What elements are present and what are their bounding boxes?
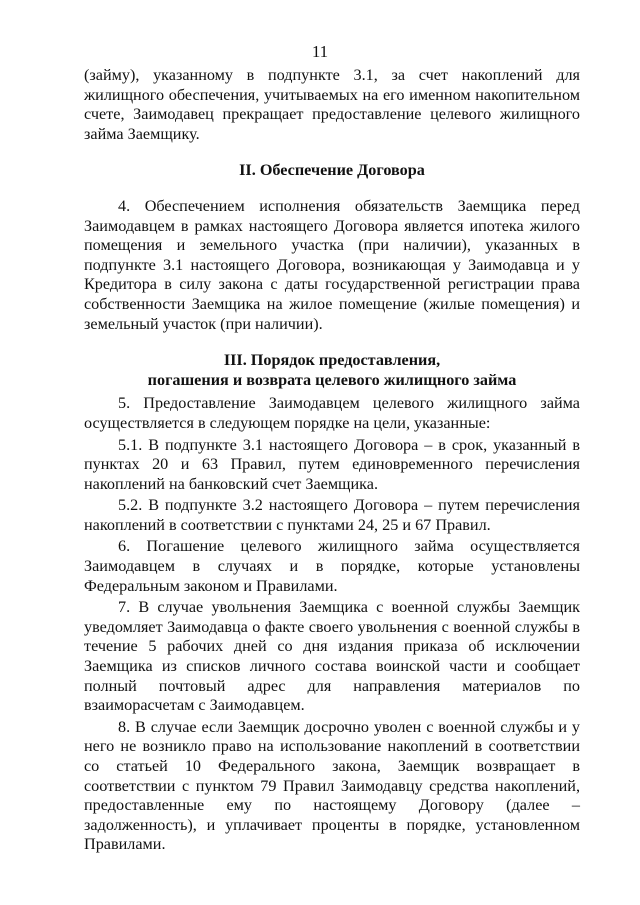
clause-5: 5. Предоставление Заимодавцем целевого жилищного займа осуществляется в следующем порядке на цели, указанные: bbox=[84, 394, 580, 432]
intro-paragraph: (займу), указанному в подпункте 3.1, за счет накоплений для жилищного обеспечения, учитываемых на его именном накопительном счете, Заимодавец прекращает предоставление целевого жилищного займа Заемщику. bbox=[84, 66, 580, 143]
page-number: 11 bbox=[311, 42, 329, 61]
section-3-heading-line-1: III. Порядок предоставления, bbox=[223, 351, 441, 370]
clause-8: 8. В случае если Заемщик досрочно уволен с военной службы и у него не возникло право на использование накоплений в соответствии со статьей 10 Федерального закона, Заемщик возвращает в соответствии с пунктом 79 Правил Заимодавцу средства накоплений, предоставленные ему по настоящему Договору (далее – задолженность), и уплачивает проценты в порядке, установленном Правилами. bbox=[84, 717, 580, 854]
clause-6: 6. Погашение целевого жилищного займа осуществляется Заимодавцем в случаях и в порядке, которые установлены Федеральным законом и Правилами. bbox=[84, 537, 580, 595]
section-3-heading bbox=[84, 351, 580, 390]
document-body bbox=[84, 66, 580, 855]
clause-5-1: 5.1. В подпункте 3.1 настоящего Договора – в срок, указанный в пунктах 20 и 63 Правил, путем единовременного перечисления накоплений на банковский счет Заемщика. bbox=[84, 435, 580, 493]
section-2-heading: II. Обеспечение Договора bbox=[239, 161, 425, 180]
clause-5-2: 5.2. В подпункте 3.2 настоящего Договора – путем перечисления накоплений в соответствии с пунктами 24, 25 и 67 Правил. bbox=[84, 496, 580, 534]
clause-7: 7. В случае увольнения Заемщика с военной службы Заемщик уведомляет Заимодавца о факте своего увольнения с военной службы в течение 5 рабочих дней со дня издания приказа об исключении Заемщика из списков личного состава воинской части и сообщает полный почтовый адрес для направления материалов по взаиморасчетам с Заимодавцем. bbox=[84, 598, 580, 715]
section-3-heading-line-2: погашения и возврата целевого жилищного займа bbox=[147, 370, 517, 389]
clause-4: 4. Обеспечением исполнения обязательств Заемщика перед Заимодавцем в рамках настоящего Договора является ипотека жилого помещения и земельного участка (при наличии), указанных в подпункте 3.1 настоящего Договора, возникающая у Заимодавца и у Кредитора в силу закона с даты государственной регистрации права собственности Заемщика на жилое помещение (жилые помещения) и земельный участок (при наличии). bbox=[84, 196, 580, 333]
